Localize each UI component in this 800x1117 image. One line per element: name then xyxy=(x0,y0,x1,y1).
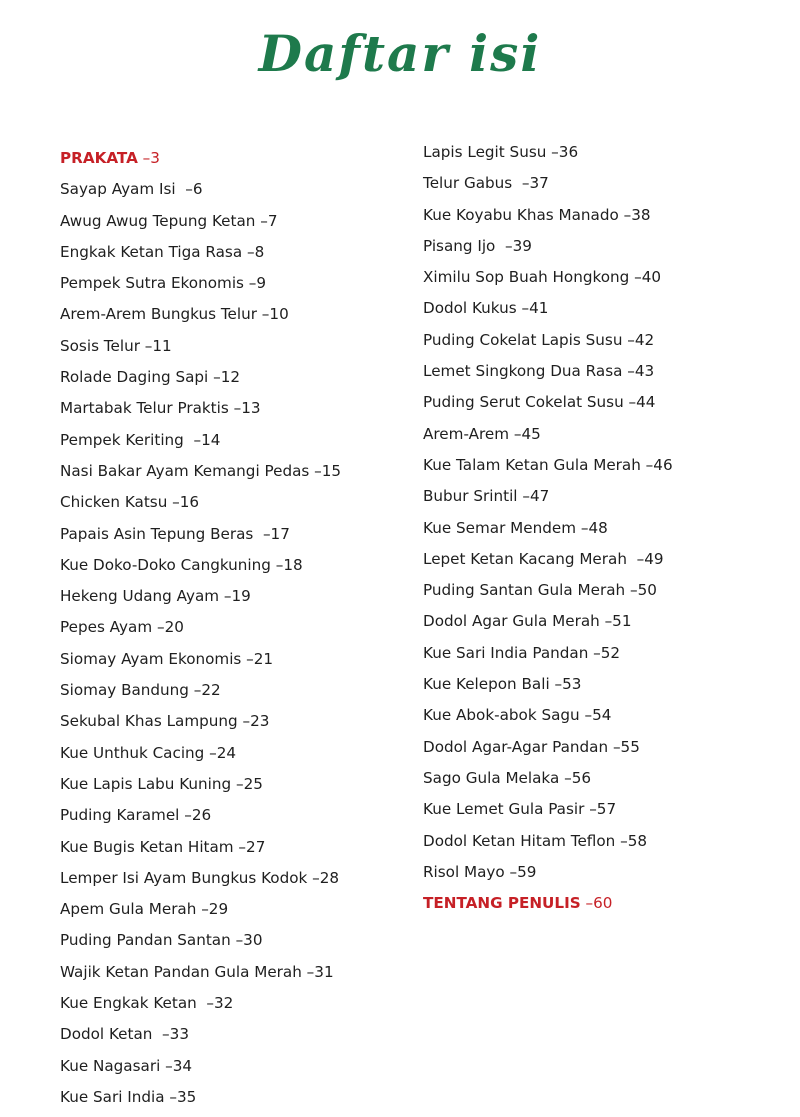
toc-entry-page: 9 xyxy=(256,274,267,293)
toc-entry-separator: – xyxy=(231,774,244,793)
toc-entry-title: Pepes Ayam xyxy=(60,618,153,637)
toc-entry-page: 30 xyxy=(243,931,263,950)
toc-entry-title: Kue Lapis Labu Kuning xyxy=(60,774,232,793)
toc-entry-separator: – xyxy=(164,1087,177,1106)
toc-entry xyxy=(60,581,405,612)
toc-entry-separator: – xyxy=(546,143,559,161)
toc-entry xyxy=(60,925,405,956)
toc-entry-separator: – xyxy=(230,931,244,950)
page-title: Daftar isi xyxy=(258,24,542,83)
toc-entry-page: 18 xyxy=(283,555,303,574)
toc-entry-page: 54 xyxy=(592,706,612,725)
toc-entry-title: Risol Mayo xyxy=(423,862,505,881)
toc-entry-page: 35 xyxy=(176,1087,197,1106)
toc-entry-separator: – xyxy=(516,299,530,318)
toc-entry-separator: – xyxy=(196,994,215,1013)
toc-entry-separator: – xyxy=(179,806,192,825)
toc-entry xyxy=(60,237,405,268)
toc-entry-title: Lemet Singkong Dua Rasa xyxy=(423,362,623,381)
toc-entry xyxy=(423,200,793,231)
toc-entry-page: 57 xyxy=(596,800,617,819)
toc-entry-title: Kue Lemet Gula Pasir xyxy=(423,800,585,819)
toc-entry-title: Puding Serut Cokelat Susu xyxy=(423,393,624,412)
toc-entry-title: Dodol Ketan Hitam Teflon xyxy=(423,831,616,850)
toc-entry-separator: – xyxy=(152,1025,170,1044)
toc-entry xyxy=(60,675,405,706)
toc-entry-title: Martabak Telur Praktis xyxy=(60,399,229,418)
toc-entry-page: 13 xyxy=(241,399,261,418)
toc-entry-separator: – xyxy=(509,424,522,443)
toc-entry xyxy=(423,575,793,606)
toc-entry-page: 55 xyxy=(620,737,640,756)
toc-entry-separator: – xyxy=(599,612,613,631)
toc-entry-title: Kue Kelepon Bali xyxy=(423,675,550,694)
toc-entry xyxy=(423,231,793,262)
toc-entry-page: 33 xyxy=(169,1025,189,1044)
toc-entry-separator: – xyxy=(584,800,597,819)
toc-entry-title: Puding Karamel xyxy=(60,806,180,825)
toc-entry-page: 31 xyxy=(314,962,334,981)
toc-entry-title: Arem-Arem Bungkus Telur xyxy=(60,305,257,324)
toc-entry xyxy=(60,706,405,737)
toc-entry-title: Pempek Sutra Ekonomis xyxy=(60,274,244,293)
toc-entry-page: 7 xyxy=(267,211,278,230)
toc-entry-page: 8 xyxy=(254,242,265,261)
toc-entry-separator: – xyxy=(242,242,255,261)
toc-entry xyxy=(423,763,793,794)
toc-entry-separator: – xyxy=(137,149,151,167)
toc-entry-separator: – xyxy=(495,236,513,255)
toc-entry xyxy=(60,268,405,299)
toc-entry xyxy=(423,481,793,512)
toc-entry xyxy=(60,143,405,174)
toc-entry-page: 51 xyxy=(612,612,632,631)
toc-entry-separator: – xyxy=(623,393,637,412)
toc-entry-title: Kue Engkak Ketan xyxy=(60,994,197,1013)
toc-entry-separator: – xyxy=(243,274,257,293)
toc-entry xyxy=(423,137,793,168)
toc-entry-title: Kue Sari India xyxy=(60,1087,165,1106)
toc-entry xyxy=(423,794,793,825)
toc-entry-title: Bubur Srintil xyxy=(423,487,518,506)
toc-entry-page: 40 xyxy=(641,268,662,287)
toc-entry xyxy=(60,957,405,988)
toc-entry-separator: – xyxy=(301,962,315,981)
toc-entry-separator: – xyxy=(237,712,251,731)
toc-entry-page: 14 xyxy=(201,430,221,449)
toc-entry xyxy=(423,826,793,857)
toc-entry xyxy=(423,513,793,544)
toc-entry-page: 50 xyxy=(637,581,657,600)
toc-entry-title: Chicken Katsu xyxy=(60,493,168,512)
toc-entry-separator: – xyxy=(204,743,217,762)
toc-entry-page: 36 xyxy=(558,143,579,161)
toc-entry xyxy=(423,356,793,387)
toc-entry-title: Puding Santan Gula Merah xyxy=(423,581,626,600)
toc-entry-separator: – xyxy=(253,524,271,543)
toc-entry-page: 21 xyxy=(253,649,274,668)
toc-entry-separator: – xyxy=(196,900,209,919)
toc-entry-title: Apem Gula Merah xyxy=(60,900,197,919)
toc-entry xyxy=(60,988,405,1019)
toc-entry-separator: – xyxy=(309,461,322,480)
toc-entry-page: 44 xyxy=(636,393,656,412)
toc-entry-separator: – xyxy=(139,336,153,355)
toc-entry xyxy=(423,325,793,356)
toc-entry xyxy=(423,606,793,637)
toc-entry-separator: – xyxy=(175,180,193,199)
toc-entry-page: 25 xyxy=(243,774,263,793)
toc-entry xyxy=(60,299,405,330)
toc-entry-page: 45 xyxy=(521,424,541,443)
toc-entry-title: Engkak Ketan Tiga Rasa xyxy=(60,242,243,261)
toc-entry xyxy=(60,1051,405,1082)
toc-entry xyxy=(60,331,405,362)
toc-right-column xyxy=(423,137,793,919)
toc-entry-title: Dodol Kukus xyxy=(423,299,517,318)
toc-entry-separator: – xyxy=(622,330,635,349)
toc-entry-title: Kue Sari India Pandan xyxy=(423,643,589,662)
toc-entry xyxy=(60,863,405,894)
toc-entry-page: 48 xyxy=(588,518,608,537)
toc-entry xyxy=(60,174,405,205)
toc-entry xyxy=(60,800,405,831)
toc-entry-page: 41 xyxy=(529,299,549,318)
toc-entry-separator: – xyxy=(307,868,320,887)
toc-entry-page: 23 xyxy=(250,712,270,731)
toc-entry xyxy=(423,262,793,293)
toc-entry-separator: – xyxy=(167,493,180,512)
toc-entry xyxy=(60,206,405,237)
toc-entry-title: Sosis Telur xyxy=(60,336,140,355)
toc-entry-separator: – xyxy=(588,643,601,662)
toc-entry-title: Pisang Ijo xyxy=(423,236,496,255)
toc-entry xyxy=(423,638,793,669)
toc-entry-title: Papais Asin Tepung Beras xyxy=(60,524,254,543)
toc-entry xyxy=(60,894,405,925)
toc-entry xyxy=(423,387,793,418)
toc-entry-title: Lapis Legit Susu xyxy=(423,143,547,161)
toc-entry-page: 17 xyxy=(270,524,290,543)
toc-entry-page: 27 xyxy=(246,837,266,856)
toc-entry xyxy=(60,1019,405,1050)
toc-entry-separator: – xyxy=(640,455,654,474)
toc-entry-page: 11 xyxy=(152,336,172,355)
toc-entry-separator: – xyxy=(615,831,628,850)
toc-entry-title: PRAKATA xyxy=(60,149,138,167)
toc-entry-separator: – xyxy=(233,837,247,856)
toc-entry-page: 37 xyxy=(529,174,549,193)
toc-entry-page: 28 xyxy=(319,868,340,887)
toc-entry-title: Sago Gula Melaka xyxy=(423,768,560,787)
toc-entry-page: 3 xyxy=(150,149,160,167)
toc-entry-separator: – xyxy=(188,681,202,700)
toc-entry-separator: – xyxy=(152,618,165,637)
toc-entry-page: 59 xyxy=(517,862,537,881)
toc-entry-title: Dodol Agar Gula Merah xyxy=(423,612,600,631)
toc-entry-title: Nasi Bakar Ayam Kemangi Pedas xyxy=(60,461,310,480)
toc-entry-title: Dodol Ketan xyxy=(60,1025,153,1044)
toc-entry-title: Kue Koyabu Khas Manado xyxy=(423,205,619,224)
toc-entry xyxy=(60,456,405,487)
toc-entry-separator: – xyxy=(618,205,632,224)
toc-entry-title: Pempek Keriting xyxy=(60,430,184,449)
toc-entry-separator: – xyxy=(255,211,268,230)
toc-entry-title: Dodol Agar-Agar Pandan xyxy=(423,737,609,756)
toc-entry-separator: – xyxy=(517,487,530,506)
toc-entry xyxy=(60,519,405,550)
toc-entry-page: 29 xyxy=(208,900,229,919)
toc-entry-page: 20 xyxy=(164,618,184,637)
toc-entry-page: 56 xyxy=(571,768,592,787)
toc-entry-title: Arem-Arem xyxy=(423,424,510,443)
toc-entry-separator: – xyxy=(270,555,284,574)
toc-entry-title: Telur Gabus xyxy=(423,174,513,193)
toc-entry-page: 42 xyxy=(634,330,655,349)
toc-entry-title: Awug Awug Tepung Ketan xyxy=(60,211,256,230)
toc-entry xyxy=(60,425,405,456)
toc-entry xyxy=(423,857,793,888)
toc-left-column xyxy=(60,143,405,1113)
toc-entry xyxy=(60,393,405,424)
toc-entry xyxy=(60,644,405,675)
toc-entry-separator: – xyxy=(228,399,242,418)
toc-entry-page: 32 xyxy=(214,994,234,1013)
toc-entry-page: 34 xyxy=(172,1056,193,1075)
toc-entry xyxy=(60,769,405,800)
toc-entry-page: 10 xyxy=(269,305,289,324)
toc-entry-separator: – xyxy=(512,174,530,193)
toc-entry-page: 49 xyxy=(644,549,664,568)
toc-entry xyxy=(423,700,793,731)
toc-entry-page: 47 xyxy=(529,487,550,506)
toc-entry-separator: – xyxy=(622,362,635,381)
toc-entry-page: 39 xyxy=(512,236,532,255)
toc-entry-page: 43 xyxy=(634,362,655,381)
toc-entry xyxy=(60,487,405,518)
toc-entry-page: 60 xyxy=(593,894,613,913)
toc-entry-page: 46 xyxy=(653,455,673,474)
toc-entry-title: Puding Cokelat Lapis Susu xyxy=(423,330,623,349)
toc-entry xyxy=(423,293,793,324)
toc-entry-separator: – xyxy=(256,305,270,324)
toc-entry xyxy=(423,544,793,575)
toc-entry-separator: – xyxy=(241,649,254,668)
toc-entry-separator: – xyxy=(219,587,232,606)
toc-entry xyxy=(423,419,793,450)
toc-entry xyxy=(423,888,793,919)
toc-entry xyxy=(60,1082,405,1113)
toc-entry-page: 19 xyxy=(231,587,251,606)
toc-entry-page: 38 xyxy=(631,205,651,224)
toc-entry xyxy=(423,450,793,481)
toc-entry-separator: – xyxy=(208,368,221,387)
toc-entry-separator: – xyxy=(504,862,518,881)
toc-entry-separator: – xyxy=(580,894,594,913)
toc-entry-title: Kue Bugis Ketan Hitam xyxy=(60,837,234,856)
toc-entry-separator: – xyxy=(626,549,645,568)
toc-entry-title: Sayap Ayam Isi xyxy=(60,180,176,199)
toc-entry-title: TENTANG PENULIS xyxy=(423,894,581,913)
toc-entry-page: 53 xyxy=(562,675,582,694)
toc-entry-separator: – xyxy=(625,581,638,600)
toc-entry-title: Sekubal Khas Lampung xyxy=(60,712,238,731)
toc-entry-title: Kue Doko-Doko Cangkuning xyxy=(60,555,271,574)
toc-entry-title: Lepet Ketan Kacang Merah xyxy=(423,549,627,568)
toc-entry-title: Lemper Isi Ayam Bungkus Kodok xyxy=(60,868,308,887)
toc-entry-page: 26 xyxy=(191,806,212,825)
toc-entry-title: Siomay Bandung xyxy=(60,681,189,700)
toc-entry-separator: – xyxy=(579,706,593,725)
toc-entry xyxy=(423,168,793,199)
toc-entry-title: Wajik Ketan Pandan Gula Merah xyxy=(60,962,302,981)
toc-entry-title: Siomay Ayam Ekonomis xyxy=(60,649,242,668)
toc-entry xyxy=(60,832,405,863)
toc-entry-separator: – xyxy=(160,1056,173,1075)
toc-entry xyxy=(60,612,405,643)
toc-entry xyxy=(423,669,793,700)
toc-entry-page: 58 xyxy=(627,831,648,850)
toc-entry-separator: – xyxy=(549,675,563,694)
toc-entry-page: 52 xyxy=(600,643,621,662)
toc-entry-title: Hekeng Udang Ayam xyxy=(60,587,220,606)
toc-entry-title: Kue Semar Mendem xyxy=(423,518,577,537)
toc-entry-page: 15 xyxy=(321,461,342,480)
toc-entry-title: Rolade Daging Sapi xyxy=(60,368,209,387)
toc-entry-title: Puding Pandan Santan xyxy=(60,931,231,950)
toc-entry xyxy=(60,550,405,581)
toc-entry-page: 24 xyxy=(216,743,237,762)
toc-entry-page: 16 xyxy=(179,493,200,512)
toc-entry-title: Kue Talam Ketan Gula Merah xyxy=(423,455,641,474)
toc-entry xyxy=(423,732,793,763)
toc-entry-title: Kue Abok-abok Sagu xyxy=(423,706,580,725)
toc-entry-title: Kue Nagasari xyxy=(60,1056,161,1075)
toc-entry-page: 22 xyxy=(201,681,221,700)
toc-entry-separator: – xyxy=(559,768,572,787)
toc-entry xyxy=(60,738,405,769)
toc-entry-separator: – xyxy=(608,737,621,756)
toc-entry-separator: – xyxy=(576,518,589,537)
toc-entry-page: 12 xyxy=(220,368,241,387)
toc-entry-title: Ximilu Sop Buah Hongkong xyxy=(423,268,630,287)
toc-entry-separator: – xyxy=(629,268,642,287)
toc-entry-title: Kue Unthuk Cacing xyxy=(60,743,205,762)
toc-entry-page: 6 xyxy=(192,180,203,199)
toc-entry xyxy=(60,362,405,393)
toc-entry-separator: – xyxy=(183,430,202,449)
